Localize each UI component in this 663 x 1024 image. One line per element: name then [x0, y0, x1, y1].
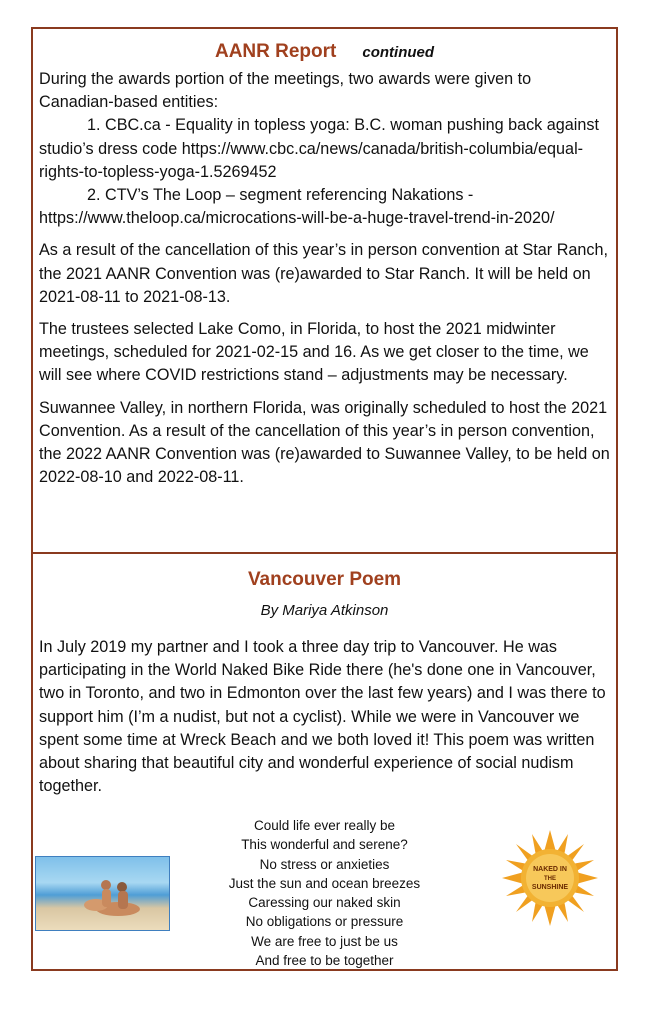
- award-item-1: 1. CBC.ca - Equality in topless yoga: B.C. woman pushing back against studio’s dress code https://www.cbc.ca/news/canada/british-columbia/equal-rights-to-topless-yoga-1.5269452: [39, 116, 599, 181]
- vancouver-poem-section: [31, 552, 618, 971]
- poem-line: And free to be together: [255, 953, 394, 969]
- poem-line: Caressing our naked skin: [248, 895, 401, 911]
- award-item-2: 2. CTV’s The Loop – segment referencing Nakations -https://www.theloop.ca/microcations-will-be-a-huge-travel-trend-in-2020/: [39, 186, 555, 228]
- logo-text-line: NAKED IN: [533, 866, 567, 873]
- poem-line: This wonderful and serene?: [241, 837, 408, 853]
- poem-line: No stress or anxieties: [259, 856, 390, 872]
- poem-title-row: [39, 567, 610, 594]
- poem-line: Just the sun and ocean breezes: [228, 875, 421, 891]
- star-ranch-paragraph: As a result of the cancellation of this year’s in person convention at Star Ranch, the 2021 AANR Convention was (re)awarded to Star Ranch. It will be held on 2021-08-11 to 2021-08-13.: [39, 241, 608, 306]
- aanr-report-title: AANR Report: [214, 41, 337, 62]
- poem-line: We are free to just be us: [251, 933, 398, 949]
- poem-line: Could life ever really be: [253, 818, 396, 833]
- continued-label: continued: [362, 44, 435, 61]
- poem-intro-paragraph: In July 2019 my partner and I took a three day trip to Vancouver. He was participating in the World Naked Bike Ride there (he's done one in Vancouver, two in Toronto, and two in Edmonton over the last few years) and I was there to support him (I’m a nudist, but not a cyclist). While we were in Vancouver we spent some time at Wreck Beach and we both loved it! This poem was written about sharing that beautiful city and wonderful experience of social nudism together.: [39, 638, 606, 796]
- poem-byline: By Mariya Atkinson: [260, 602, 389, 619]
- suwannee-valley-paragraph: Suwannee Valley, in northern Florida, was originally scheduled to host the 2021 Convention. As a result of the cancellation of this year’s in person convention, the 2022 AANR Convention was (re)awarded to Suwannee Valley, to be held on 2022-08-10 and 2022-08-11.: [39, 398, 610, 487]
- poem-line: No obligations or pressure: [245, 914, 404, 930]
- logo-text-line: THE: [544, 876, 556, 882]
- section-title-row: [39, 39, 610, 66]
- vancouver-poem-title: Vancouver Poem: [247, 569, 402, 590]
- aanr-report-section: [31, 27, 618, 554]
- naked-in-the-sunshine-logo: [502, 830, 598, 926]
- awards-intro: During the awards portion of the meetings, two awards were given to Canadian-based entities:: [39, 70, 532, 112]
- beach-couple-photo: [35, 856, 170, 931]
- logo-text-line: SUNSHINE: [531, 884, 569, 891]
- lake-como-paragraph: The trustees selected Lake Como, in Florida, to host the 2021 midwinter meetings, scheduled for 2021-02-15 and 16. As we get closer to the time, we will see where COVID restrictions stand – adjustments may be necessary.: [39, 320, 589, 385]
